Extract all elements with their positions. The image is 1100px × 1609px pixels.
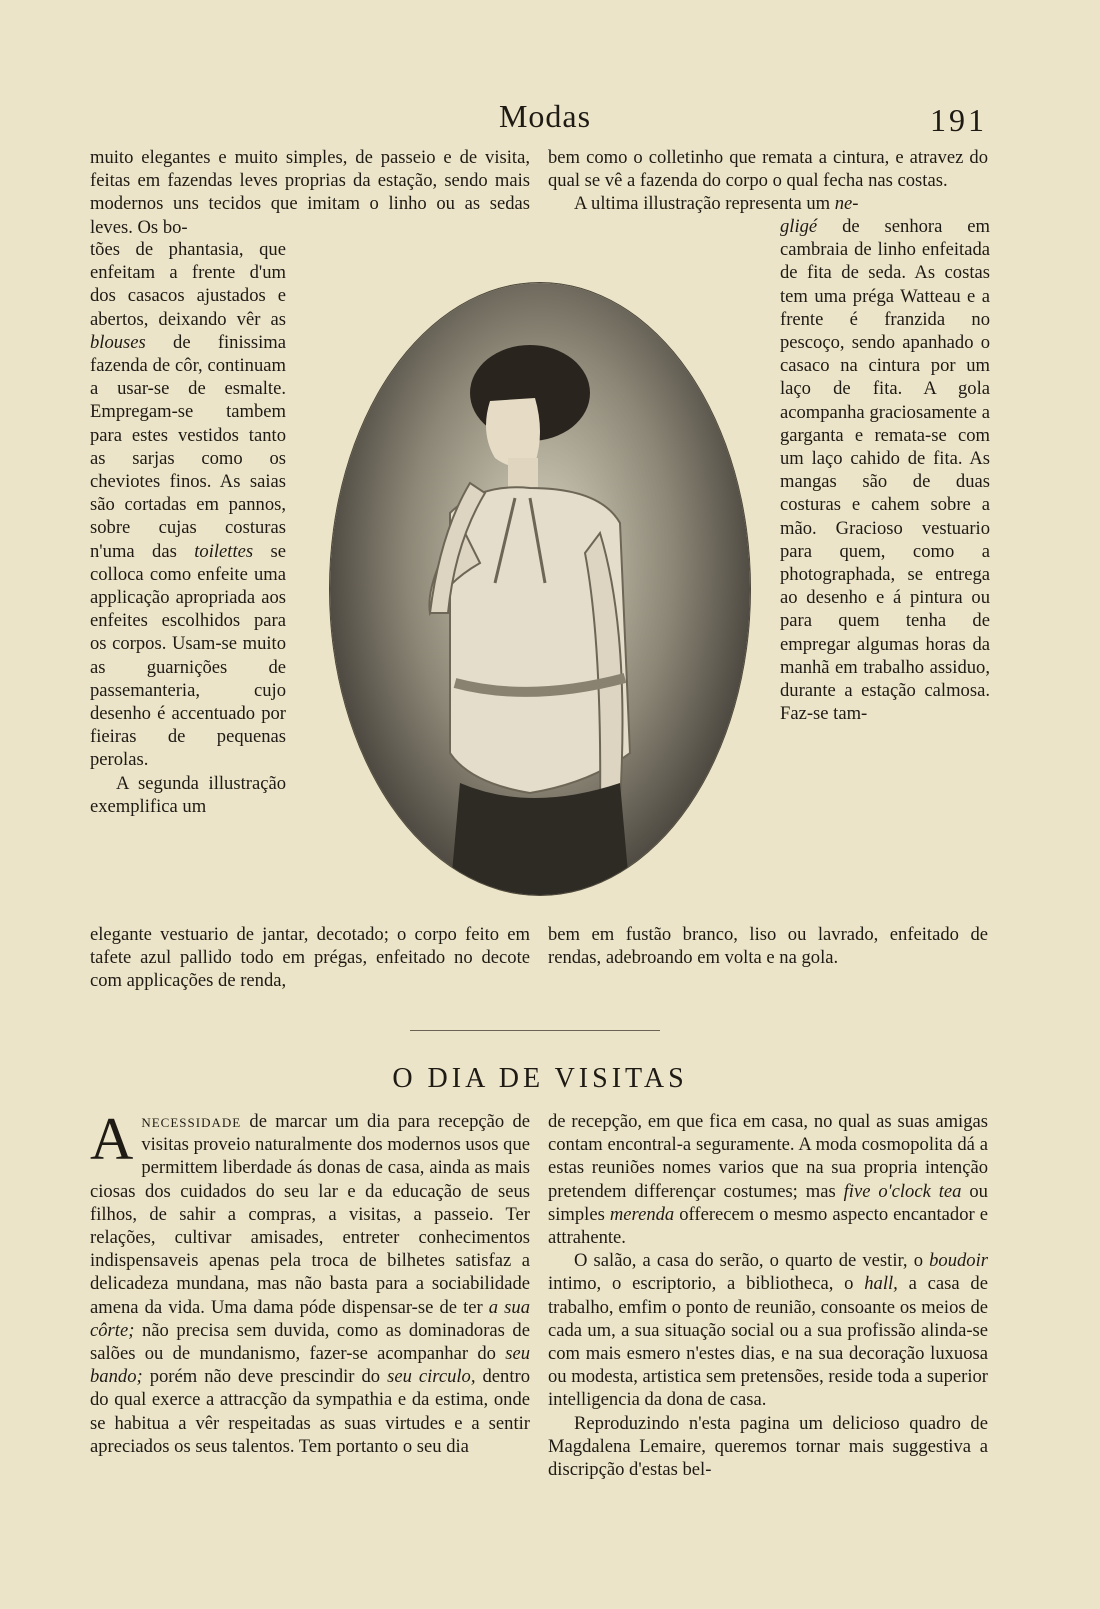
paragraph: Reproduzindo n'esta pagina um delicioso quadro de Magdalena Lemaire, queremos tornar mais suggestiva a discripção d'estas bel- [548,1412,988,1481]
paragraph [90,1106,531,1458]
small-caps-text: necessidade [141,1111,242,1132]
paragraph [548,192,988,215]
paragraph [548,1110,988,1249]
bottom-left-paragraph [90,923,530,993]
italic-text: toilettes [194,540,254,562]
text-run: A ultima illustração representa um [574,193,835,215]
drop-cap: A [90,1106,134,1172]
section-title: O DIA DE VISITAS [392,1063,688,1094]
section-divider [410,1030,660,1031]
text-run: de recepção, em que fica em casa, no qual as suas amigas contam encontral-a seguramente. A moda cosmopolita dá a estas reuniões nomes varios que na sua propria intenção pretendem differençar costumes; mas [548,1111,988,1202]
italic-text: seu bando; [90,1343,530,1388]
paragraph: A segunda illustração exemplifica um [90,772,286,817]
text-run: ou simples [548,1180,988,1225]
paragraph [780,215,990,725]
text-run: a casa de trabalho, emfim o ponto de reunião, consoante os meios de cada um, a sua situação social ou a sua profissão alinda-se com mais esmero n'estes dias, e na sua decoração luxuosa ou modesta, artistica sem pretensões, reside toda a superior intelligencia da dona de casa. [548,1273,988,1411]
italic-text: seu circulo, [387,1366,476,1388]
top-left-paragraph [90,146,530,239]
text-run: dentro do qual exerce a attracção da sympathia e da estima, onde se habitua a vêr respeitadas as suas virtudes e a sentir apreciados os seus talentos. Tem portanto o seu dia [90,1366,531,1457]
italic-text: ne- [834,193,859,215]
paragraph: bem como o colletinho que remata a cintura, e atravez do qual se vê a fazenda do corpo o qual fecha nas costas. [548,147,988,192]
left-narrow-column [90,238,286,818]
italic-text: a sua côrte; [90,1296,530,1341]
paragraph [90,238,286,772]
bottom-right-paragraph [548,923,988,969]
text-run: tões de phantasia, que enfeitam a frente d'um dos casacos ajustados e abertos, deixando vêr as [90,239,286,330]
text-run: O salão, a casa do serão, o quarto de vestir, o [574,1250,930,1272]
article-right-column [548,1110,988,1481]
paragraph: muito elegantes e muito simples, de passeio e de visita, feitas em fazendas leves proprias da estação, sendo mais modernos uns tecidos que imitam o linho ou as sedas leves. Os bo- [90,147,530,238]
italic-text: merenda [609,1203,675,1225]
running-header-title: Modas [498,98,592,134]
italic-text: gligé [780,216,818,237]
text-run: se colloca como enfeite uma applicação apropriada aos enfeites escolhidos para os corpos. Usam-se muito as guarnições de passemanteria, cujo desenho é accentuado por fieiras de pequenas perolas. [90,540,286,771]
text-run: de finissima fazenda de côr, continuam a usar-se de esmalte. Empregam-se tambem para estes vestidos tanto as sarjas como os cheviotes finos. As saias são cortadas em pannos, sobre cujas costuras n'uma das [90,331,286,562]
fashion-illustration [330,283,750,895]
italic-text: blouses [90,331,146,353]
woman-in-blouse-illustration [330,283,750,895]
text-run: intimo, o escriptorio, a bibliotheca, o [548,1273,865,1295]
top-right-paragraph [548,146,988,216]
page-number: 191 [930,102,987,138]
text-run: de marcar um dia para recepção de visitas proveio naturalmente dos modernos usos que permittem liberdade ás donas de casa, ainda as mais ciosas dos cuidados do seu lar e da educação de seus filhos, de sahir a compras, a visitas, a passeio. Ter relações, cultivar amisades, entreter conhecimentos indispensaveis apenas pela troca de bilhetes satisfaz a delicadeza mundana, mas não basta para a sociabilidade amena da vida. Uma dama póde dispensar-se de ter [90,1111,530,1318]
text-run: não precisa sem duvida, como as dominadoras de salões ou de mundanismo, fazer-se acompanhar do [90,1319,530,1365]
paragraph: bem em fustão branco, liso ou lavrado, enfeitado de rendas, adebroando em volta e na gola. [548,924,988,969]
italic-text: five o'clock tea [843,1180,962,1202]
paragraph: elegante vestuario de jantar, decotado; o corpo feito em tafete azul pallido todo em prégas, enfeitado no decote com applicações de renda, [90,924,530,992]
text-run: de senhora em cambraia de linho enfeitada de fita de seda. As costas tem uma préga Watteau e a frente é franzida no pescoço, sendo apanhado o casaco na cintura por um laço de fita. A gola acompanha graciosamente a garganta e remata-se com um laço cahido de fita. As mangas são de duas costuras e cahem sobre a mão. Gracioso vestuario para quem, como a photographada, se entrega ao desenho e á pintura ou para quem tenha de empregar algumas horas da manhã em trabalho assiduo, durante a estação calmosa. Faz-se tam- [780,216,990,725]
italic-text: hall, [864,1273,898,1295]
right-narrow-column [780,215,990,725]
paragraph [548,1249,988,1411]
text-run: porém não deve prescindir do [142,1366,388,1388]
text-run: offerecem o mesmo aspecto encantador e attrahente. [548,1203,988,1249]
article-left-column [90,1106,531,1458]
italic-text: boudoir [929,1250,988,1272]
